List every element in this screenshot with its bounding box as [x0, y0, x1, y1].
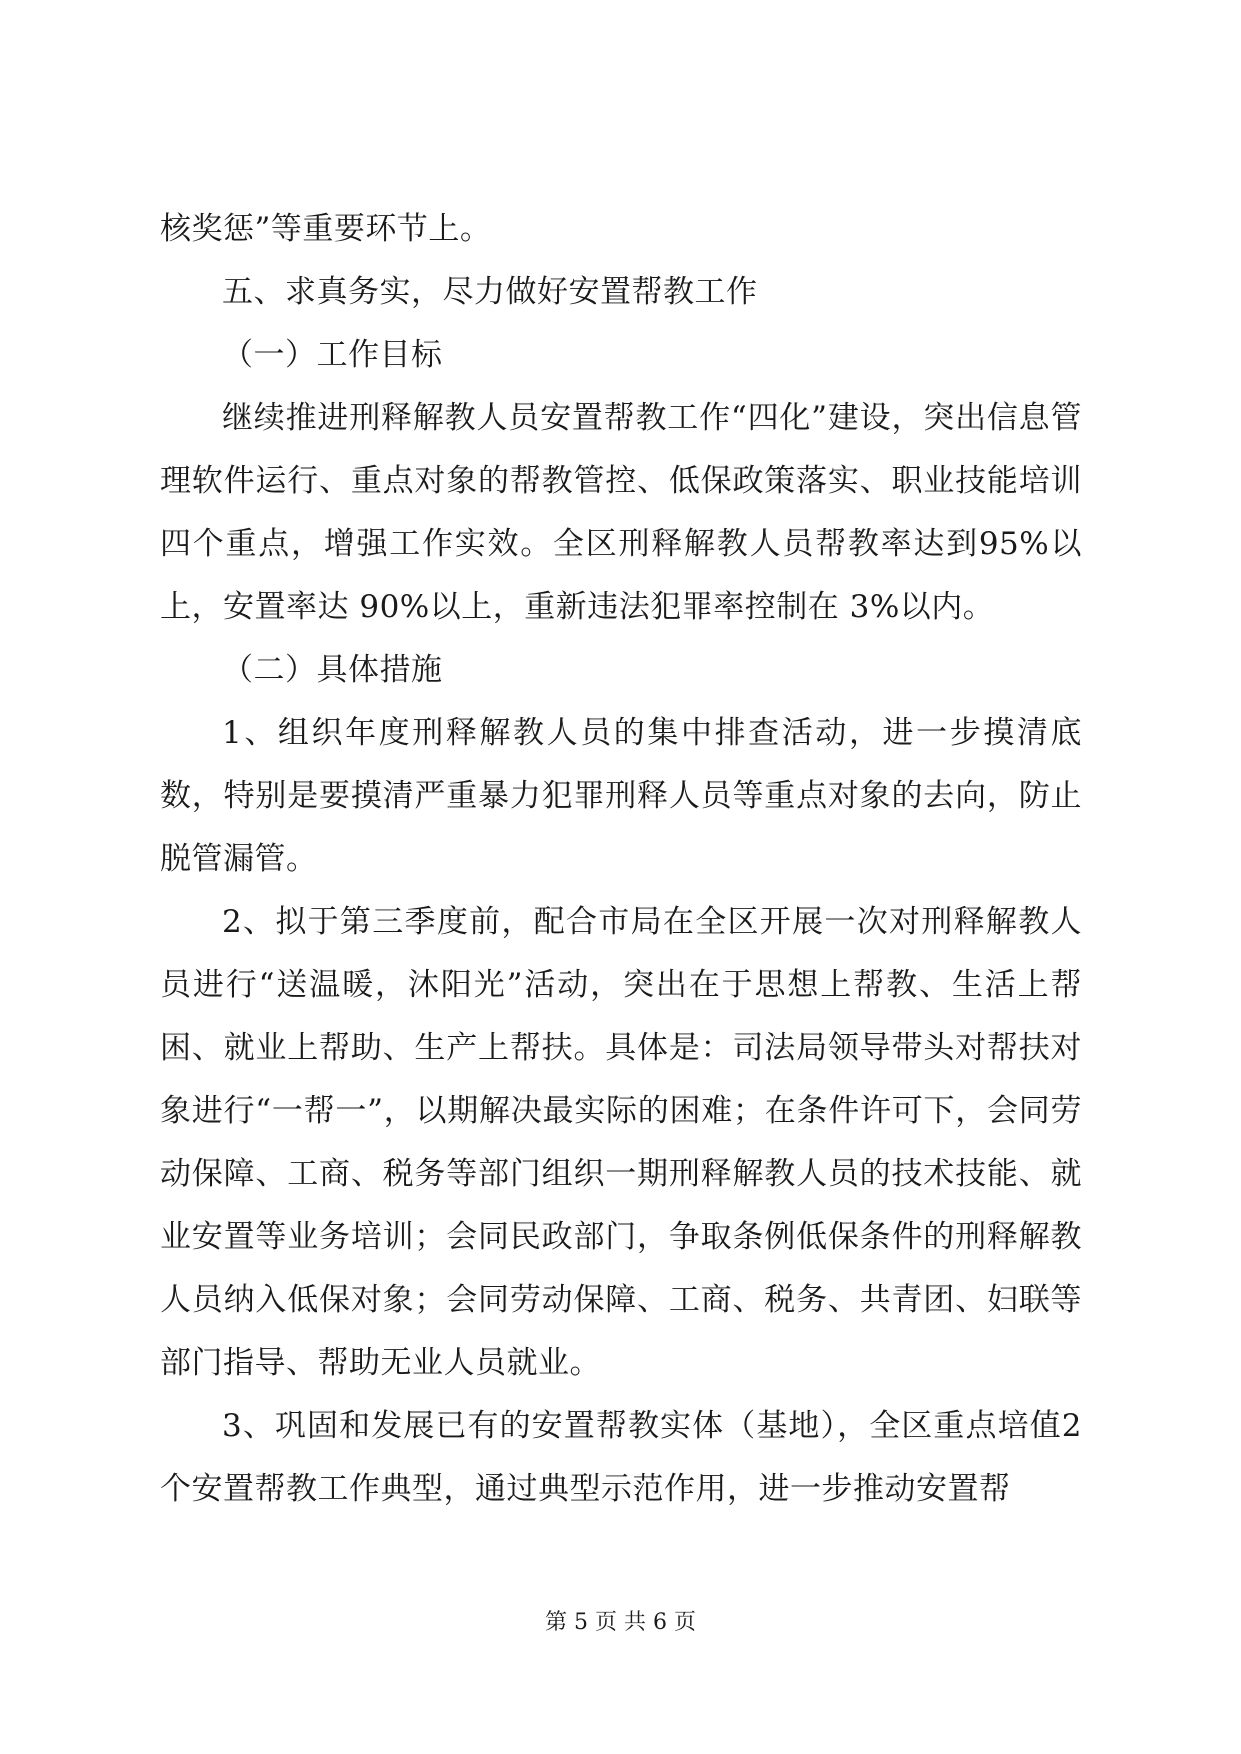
subsection-heading-measures: （二）具体措施: [222, 652, 443, 688]
page-number-footer: 第 5 页 共 6 页: [545, 1610, 696, 1635]
paragraph-measure-3: 3、巩固和发展已有的安置帮教实体（基地），全区重点培值2 个安置帮教工作典型，通过典型示范作用，进一步推动安置帮: [160, 1408, 1082, 1507]
paragraph-goals: 继续推进刑释解教人员安置帮教工作“四化”建设，突出信息管理软件运行、重点对象的帮教管控、低保政策落实、职业技能培训四个重点，增强工作实效。全区刑释解教人员帮教率达到95%以上，安置率达 90%以上，重新违法犯罪率控制在 3%以内。: [160, 400, 1082, 625]
paragraph-measure-1: 1、组织年度刑释解教人员的集中排查活动，进一步摸清底数，特别是要摸清严重暴力犯罪刑释人员等重点对象的去向，防止脱管漏管。: [160, 715, 1082, 877]
document-body: [160, 198, 1082, 1521]
section-heading: 五、求真务实，尽力做好安置帮教工作: [222, 274, 758, 310]
subsection-heading-goals: （一）工作目标: [222, 337, 443, 373]
paragraph-continuation: 核奖惩”等重要环节上。: [160, 211, 492, 247]
paragraph-measure-2: 2、拟于第三季度前，配合市局在全区开展一次对刑释解教人员进行“送温暖，沐阳光”活动，突出在于思想上帮教、生活上帮困、就业上帮助、生产上帮扶。具体是：司法局领导带头对帮扶对象进行“一帮一”，以期解决最实际的困难；在条件许可下，会同劳动保障、工商、税务等部门组织一期刑释解教人员的技术技能、就业安置等业务培训；会同民政部门，争取条例低保条件的刑释解教人员纳入低保对象；会同劳动保障、工商、税务、共青团、妇联等部门指导、帮助无业人员就业。: [160, 904, 1082, 1381]
